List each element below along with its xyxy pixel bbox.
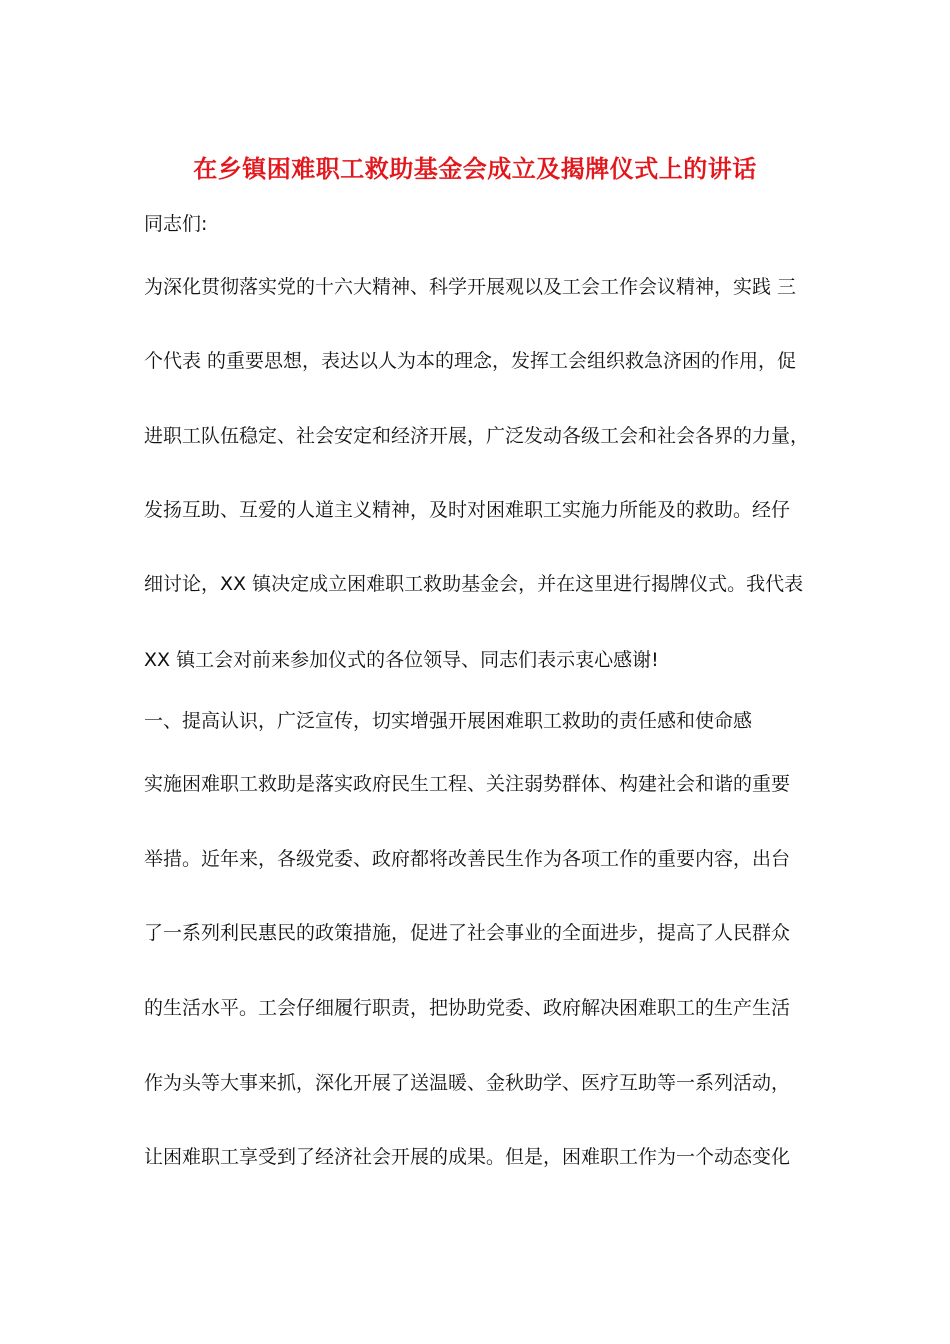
paragraph-2-line-3: 了一系列利民惠民的政策措施，促进了社会事业的全面进步，提高了人民群众	[144, 922, 791, 944]
section-heading-1: 一、提高认识，广泛宣传，切实增强开展困难职工救助的责任感和使命感	[144, 710, 753, 732]
paragraph-2-line-2: 举措。近年来，各级党委、政府都将改善民生作为各项工作的重要内容，出台	[144, 848, 791, 870]
paragraph-2-line-4: 的生活水平。工会仔细履行职责，把协助党委、政府解决困难职工的生产生活	[144, 997, 791, 1019]
salutation: 同志们:	[144, 213, 208, 235]
paragraph-1-line-5: 细讨论，XX 镇决定成立困难职工救助基金会，并在这里进行揭牌仪式。我代表	[144, 573, 804, 595]
paragraph-1-line-3: 进职工队伍稳定、社会安定和经济开展，广泛发动各级工会和社会各界的力量，	[144, 425, 810, 447]
paragraph-2-line-1: 实施困难职工救助是落实政府民生工程、关注弱势群体、构建社会和谐的重要	[144, 773, 791, 795]
paragraph-1-line-1: 为深化贯彻落实党的十六大精神、科学开展观以及工会工作会议精神，实践 三	[144, 276, 797, 298]
document-title: 在乡镇困难职工救助基金会成立及揭牌仪式上的讲话	[193, 154, 757, 183]
paragraph-2-line-5: 作为头等大事来抓，深化开展了送温暖、金秋助学、医疗互助等一系列活动，	[144, 1072, 791, 1094]
paragraph-1-line-4: 发扬互助、互爱的人道主义精神，及时对困难职工实施力所能及的救助。经仔	[144, 499, 791, 521]
paragraph-2-line-6: 让困难职工享受到了经济社会开展的成果。但是，困难职工作为一个动态变化	[144, 1146, 791, 1168]
paragraph-1-line-2: 个代表 的重要思想，表达以人为本的理念，发挥工会组织救急济困的作用，促	[144, 350, 797, 372]
paragraph-1-line-6: XX 镇工会对前来参加仪式的各位领导、同志们表示衷心感谢!	[144, 649, 659, 671]
